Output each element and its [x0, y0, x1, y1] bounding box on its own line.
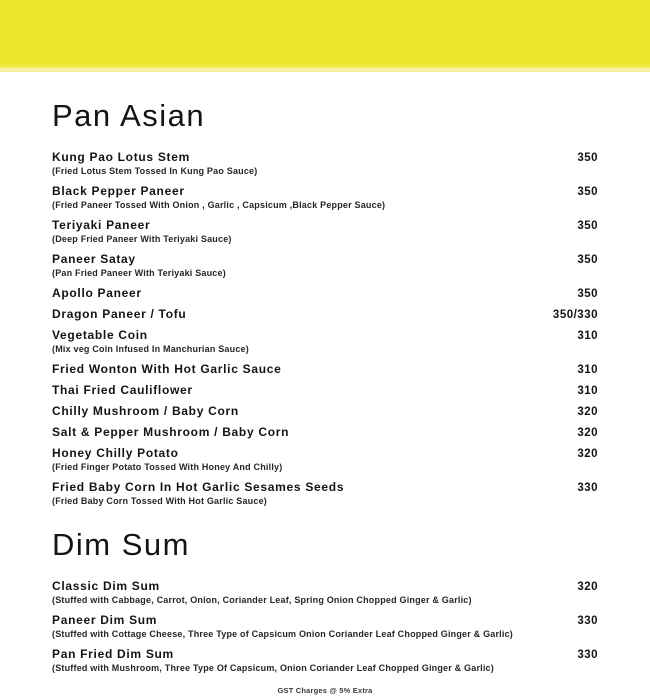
- menu-sections: [0, 72, 650, 674]
- item-row: [52, 613, 598, 627]
- menu-item: [52, 286, 598, 300]
- item-name: Paneer Dim Sum: [52, 613, 158, 627]
- item-name: Dragon Paneer / Tofu: [52, 307, 187, 321]
- menu-item: [52, 184, 598, 211]
- menu-item: [52, 252, 598, 279]
- item-price: 320: [577, 406, 598, 418]
- item-row: [52, 150, 598, 164]
- item-row: [52, 362, 598, 376]
- item-row: [52, 480, 598, 494]
- item-price: 330: [577, 615, 598, 627]
- item-price: 320: [577, 581, 598, 593]
- header-band: [0, 0, 650, 72]
- item-row: [52, 184, 598, 198]
- item-description: (Stuffed with Cottage Cheese, Three Type of Capsicum Onion Coriander Leaf Chopped Ginger & Garlic): [52, 629, 513, 639]
- menu-item: [52, 404, 598, 418]
- item-price: 350: [577, 152, 598, 164]
- item-name: Chilly Mushroom / Baby Corn: [52, 404, 239, 418]
- menu-item: [52, 383, 598, 397]
- item-name: Fried Wonton With Hot Garlic Sauce: [52, 362, 282, 376]
- menu-item: [52, 307, 598, 321]
- section-title: Dim Sum: [52, 527, 190, 562]
- item-description: (Fried Lotus Stem Tossed In Kung Pao Sauce): [52, 166, 258, 176]
- item-name: Honey Chilly Potato: [52, 446, 179, 460]
- menu-item: [52, 328, 598, 355]
- item-price: 350/330: [552, 309, 598, 321]
- menu-item: [52, 446, 598, 473]
- item-name: Paneer Satay: [52, 252, 136, 266]
- item-name: Kung Pao Lotus Stem: [52, 150, 190, 164]
- item-price: 350: [577, 220, 598, 232]
- item-price: 320: [577, 448, 598, 460]
- menu-item: [52, 613, 598, 640]
- item-price: 350: [577, 186, 598, 198]
- item-name: Classic Dim Sum: [52, 579, 160, 593]
- item-row: [52, 446, 598, 460]
- item-row: [52, 218, 598, 232]
- item-name: Black Pepper Paneer: [52, 184, 185, 198]
- item-name: Vegetable Coin: [52, 328, 148, 342]
- item-name: Pan Fried Dim Sum: [52, 647, 174, 661]
- item-name: Salt & Pepper Mushroom / Baby Corn: [52, 425, 290, 439]
- menu-item: [52, 425, 598, 439]
- item-row: [52, 383, 598, 397]
- menu-item: [52, 362, 598, 376]
- section-title: Pan Asian: [52, 98, 206, 133]
- menu-item: [52, 579, 598, 606]
- item-description: (Stuffed with Mushroom, Three Type Of Capsicum, Onion Coriander Leaf Chopped Ginger & Garlic): [52, 663, 494, 673]
- item-row: [52, 647, 598, 661]
- item-price: 330: [577, 482, 598, 494]
- item-row: [52, 286, 598, 300]
- item-price: 320: [577, 427, 598, 439]
- item-row: [52, 252, 598, 266]
- item-price: 310: [577, 330, 598, 342]
- item-description: (Fried Finger Potato Tossed With Honey And Chilly): [52, 462, 283, 472]
- menu-item: [52, 218, 598, 245]
- item-price: 330: [577, 649, 598, 661]
- menu-section: [52, 527, 598, 674]
- item-description: (Pan Fried Paneer With Teriyaki Sauce): [52, 268, 226, 278]
- item-description: (Mix veg Coin Infused In Manchurian Sauce): [52, 344, 249, 354]
- menu-item: [52, 647, 598, 674]
- gst-note: GST Charges @ 5% Extra: [277, 686, 373, 695]
- item-price: 350: [577, 288, 598, 300]
- menu-item: [52, 480, 598, 507]
- item-price: 350: [577, 254, 598, 266]
- section-items: [52, 150, 598, 507]
- item-row: [52, 307, 598, 321]
- item-name: Fried Baby Corn In Hot Garlic Sesames Seeds: [52, 480, 345, 494]
- item-name: Teriyaki Paneer: [52, 218, 151, 232]
- item-row: [52, 425, 598, 439]
- item-description: (Stuffed with Cabbage, Carrot, Onion, Coriander Leaf, Spring Onion Chopped Ginger & Garlic): [52, 595, 472, 605]
- item-description: (Deep Fried Paneer With Teriyaki Sauce): [52, 234, 232, 244]
- item-price: 310: [577, 364, 598, 376]
- menu-item: [52, 150, 598, 177]
- menu-section: [52, 98, 598, 507]
- item-row: [52, 579, 598, 593]
- item-description: (Fried Paneer Tossed With Onion , Garlic , Capsicum ,Black Pepper Sauce): [52, 200, 386, 210]
- item-name: Apollo Paneer: [52, 286, 142, 300]
- item-row: [52, 404, 598, 418]
- item-row: [52, 328, 598, 342]
- item-price: 310: [577, 385, 598, 397]
- section-items: [52, 579, 598, 674]
- item-name: Thai Fried Cauliflower: [52, 383, 193, 397]
- item-description: (Fried Baby Corn Tossed With Hot Garlic Sauce): [52, 496, 267, 506]
